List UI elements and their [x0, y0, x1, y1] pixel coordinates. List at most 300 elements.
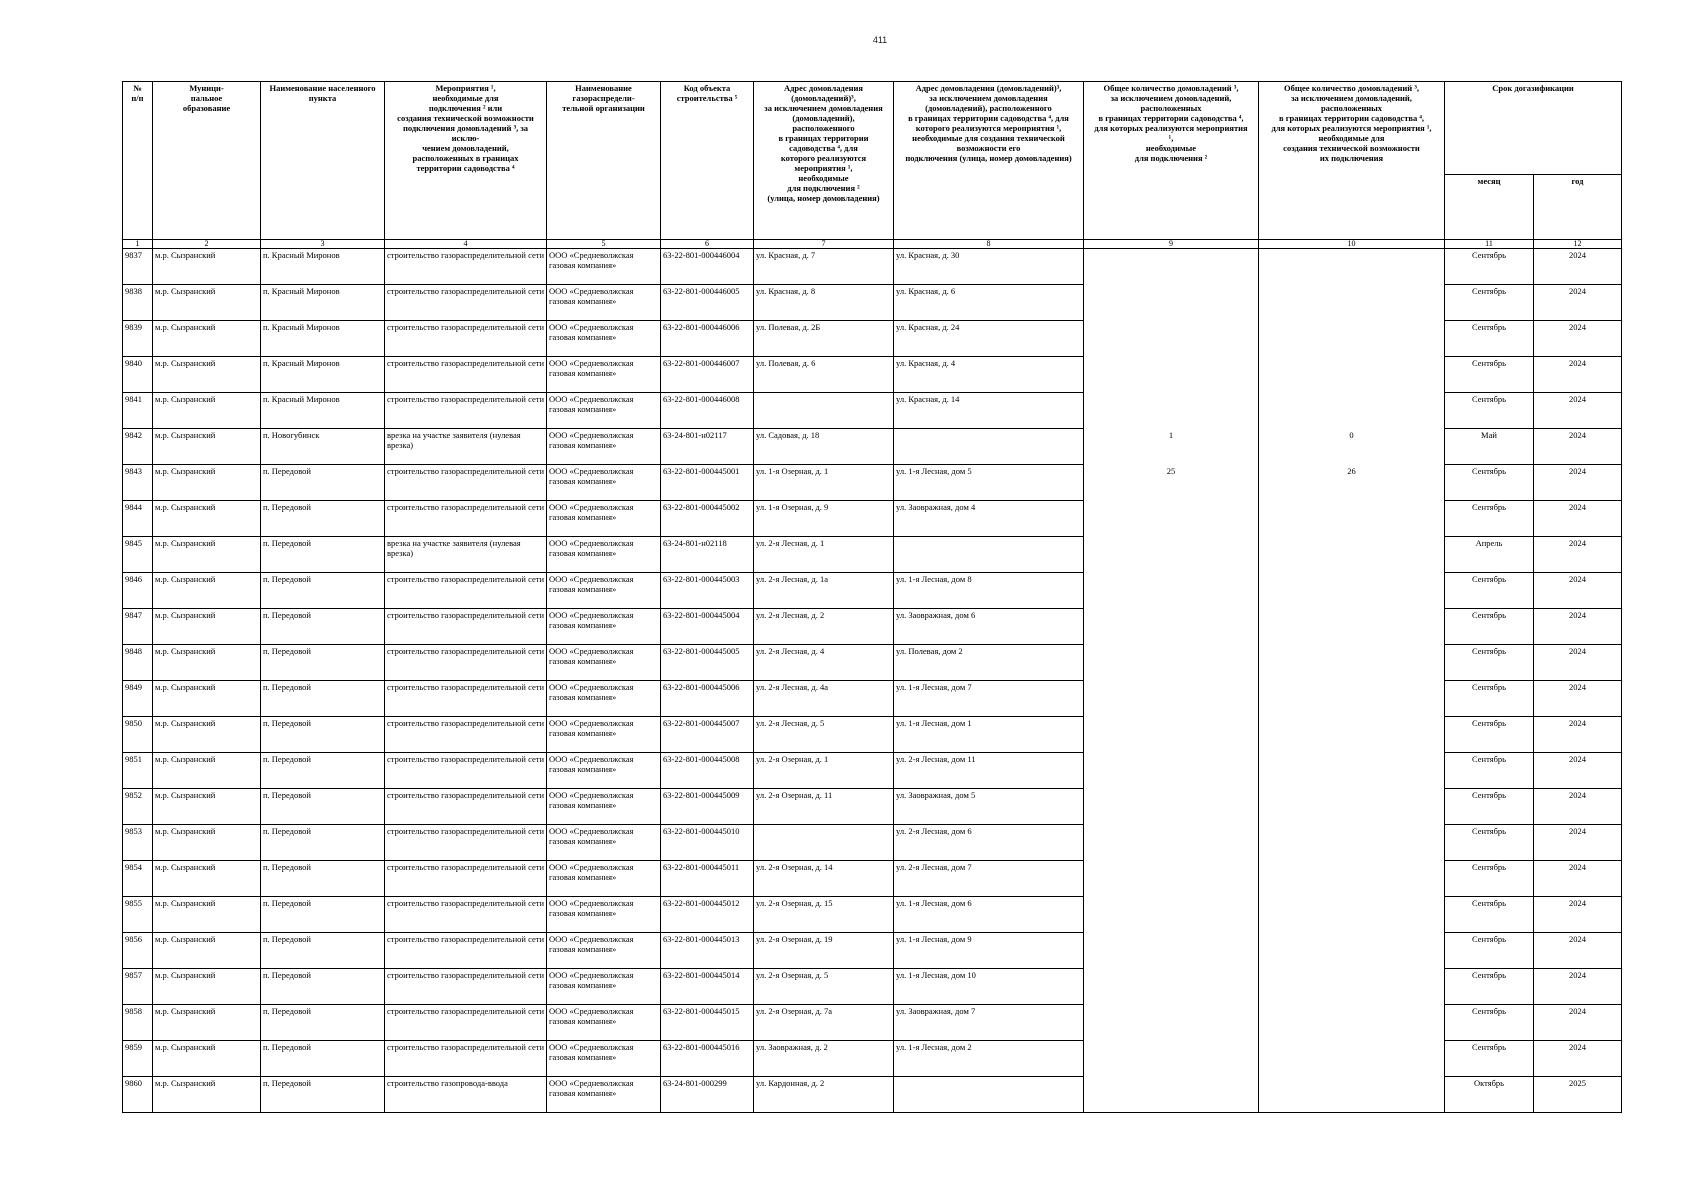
- connection-address-cell: ул. 2-я Озерная, д. 5: [754, 969, 894, 1005]
- organization-cell: ООО «Средневолжская газовая компания»: [547, 1041, 661, 1077]
- organization-cell: ООО «Средневолжская газовая компания»: [547, 429, 661, 465]
- year-cell: 2024: [1534, 681, 1622, 717]
- connection-address-cell: ул. 2-я Озерная, д. 19: [754, 933, 894, 969]
- connection-address-cell: ул. 2-я Озерная, д. 14: [754, 861, 894, 897]
- organization-cell: ООО «Средневолжская газовая компания»: [547, 465, 661, 501]
- municipality-cell: м.р. Сызранский: [153, 933, 261, 969]
- month-cell: Сентябрь: [1445, 969, 1534, 1005]
- activity-cell: строительство газораспределительной сети: [385, 285, 547, 321]
- technical-address-cell: ул. Красная, д. 6: [894, 285, 1084, 321]
- month-cell: Сентябрь: [1445, 645, 1534, 681]
- technical-count-cell: [1259, 717, 1445, 753]
- connection-count-cell: 1: [1084, 429, 1259, 465]
- connection-address-cell: ул. Красная, д. 8: [754, 285, 894, 321]
- municipality-cell: м.р. Сызранский: [153, 393, 261, 429]
- table-row: [123, 393, 1622, 429]
- technical-count-cell: [1259, 321, 1445, 357]
- year-cell: 2024: [1534, 357, 1622, 393]
- connection-count-cell: [1084, 609, 1259, 645]
- connection-count-cell: [1084, 573, 1259, 609]
- object-code-cell: 63-22-801-000445003: [661, 573, 754, 609]
- object-code-cell: 63-22-801-000445008: [661, 753, 754, 789]
- month-cell: Сентябрь: [1445, 825, 1534, 861]
- object-code-cell: 63-22-801-000445010: [661, 825, 754, 861]
- municipality-cell: м.р. Сызранский: [153, 501, 261, 537]
- activity-cell: строительство газораспределительной сети: [385, 1041, 547, 1077]
- technical-count-cell: [1259, 573, 1445, 609]
- year-cell: 2024: [1534, 573, 1622, 609]
- settlement-cell: п. Передовой: [261, 897, 385, 933]
- technical-count-cell: [1259, 789, 1445, 825]
- row-number: 9854: [123, 861, 153, 897]
- year-cell: 2024: [1534, 429, 1622, 465]
- table-row: [123, 321, 1622, 357]
- header-settlement: Наименование населенного пункта: [261, 82, 385, 240]
- table-row: [123, 681, 1622, 717]
- municipality-cell: м.р. Сызранский: [153, 645, 261, 681]
- activity-cell: строительство газораспределительной сети: [385, 321, 547, 357]
- object-code-cell: 63-22-801-000445001: [661, 465, 754, 501]
- municipality-cell: м.р. Сызранский: [153, 753, 261, 789]
- municipality-cell: м.р. Сызранский: [153, 861, 261, 897]
- organization-cell: ООО «Средневолжская газовая компания»: [547, 645, 661, 681]
- technical-address-cell: ул. 2-я Лесная, дом 7: [894, 861, 1084, 897]
- settlement-cell: п. Передовой: [261, 933, 385, 969]
- object-code-cell: 63-22-801-000445012: [661, 897, 754, 933]
- table-row: [123, 537, 1622, 573]
- table-row: [123, 501, 1622, 537]
- activity-cell: строительство газораспределительной сети: [385, 825, 547, 861]
- object-code-cell: 63-22-801-000445014: [661, 969, 754, 1005]
- object-code-cell: 63-22-801-000446004: [661, 249, 754, 285]
- month-cell: Апрель: [1445, 537, 1534, 573]
- header-count-connection: Общее количество домовладений ³, за исключением домовладений, расположенных в границах территории садоводства ⁴, для которых реализуются мероприятия ¹, необходимые для подключения ²: [1084, 82, 1259, 240]
- month-cell: Сентябрь: [1445, 357, 1534, 393]
- connection-address-cell: ул. 2-я Лесная, д. 4: [754, 645, 894, 681]
- month-cell: Сентябрь: [1445, 501, 1534, 537]
- technical-count-cell: [1259, 249, 1445, 285]
- technical-address-cell: ул. Красная, д. 14: [894, 393, 1084, 429]
- organization-cell: ООО «Средневолжская газовая компания»: [547, 609, 661, 645]
- year-cell: 2024: [1534, 897, 1622, 933]
- technical-count-cell: [1259, 897, 1445, 933]
- month-cell: Сентябрь: [1445, 717, 1534, 753]
- connection-address-cell: [754, 825, 894, 861]
- month-cell: Сентябрь: [1445, 861, 1534, 897]
- header-address-technical: Адрес домовладения (домовладений)³, за исключением домовладения (домовладений), расположенного в границах территории садоводства ⁴, для которого реализуются мероприятия ¹, необходимые для создания технической возможности его подключения (улица, номер домовладения): [894, 82, 1084, 240]
- activity-cell: строительство газораспределительной сети: [385, 861, 547, 897]
- technical-address-cell: ул. Заовражная, дом 5: [894, 789, 1084, 825]
- technical-count-cell: [1259, 933, 1445, 969]
- object-code-cell: 63-22-801-000445005: [661, 645, 754, 681]
- technical-count-cell: [1259, 285, 1445, 321]
- header-year: год: [1534, 175, 1622, 240]
- settlement-cell: п. Передовой: [261, 753, 385, 789]
- municipality-cell: м.р. Сызранский: [153, 717, 261, 753]
- object-code-cell: 63-22-801-000446008: [661, 393, 754, 429]
- settlement-cell: п. Красный Миронов: [261, 321, 385, 357]
- year-cell: 2024: [1534, 717, 1622, 753]
- settlement-cell: п. Передовой: [261, 645, 385, 681]
- row-number: 9837: [123, 249, 153, 285]
- month-cell: Сентябрь: [1445, 753, 1534, 789]
- year-cell: 2024: [1534, 861, 1622, 897]
- gasification-table: [122, 81, 1622, 1113]
- month-cell: Сентябрь: [1445, 573, 1534, 609]
- connection-count-cell: 25: [1084, 465, 1259, 501]
- municipality-cell: м.р. Сызранский: [153, 1041, 261, 1077]
- technical-address-cell: ул. Красная, д. 4: [894, 357, 1084, 393]
- connection-address-cell: ул. Кардонная, д. 2: [754, 1077, 894, 1113]
- column-number: 9: [1084, 240, 1259, 249]
- technical-count-cell: [1259, 1077, 1445, 1113]
- connection-address-cell: ул. 2-я Озерная, д. 11: [754, 789, 894, 825]
- year-cell: 2024: [1534, 285, 1622, 321]
- activity-cell: строительство газораспределительной сети: [385, 393, 547, 429]
- table-row: [123, 897, 1622, 933]
- object-code-cell: 63-22-801-000445016: [661, 1041, 754, 1077]
- month-cell: Сентябрь: [1445, 1005, 1534, 1041]
- municipality-cell: м.р. Сызранский: [153, 573, 261, 609]
- row-number: 9842: [123, 429, 153, 465]
- month-cell: Сентябрь: [1445, 933, 1534, 969]
- technical-count-cell: [1259, 969, 1445, 1005]
- organization-cell: ООО «Средневолжская газовая компания»: [547, 825, 661, 861]
- connection-address-cell: ул. 2-я Лесная, д. 1: [754, 537, 894, 573]
- connection-count-cell: [1084, 645, 1259, 681]
- settlement-cell: п. Красный Миронов: [261, 393, 385, 429]
- column-number: 3: [261, 240, 385, 249]
- activity-cell: строительство газораспределительной сети: [385, 465, 547, 501]
- column-number: 2: [153, 240, 261, 249]
- table-row: [123, 1077, 1622, 1113]
- header-activities: Мероприятия ¹, необходимые для подключения ² или создания технической возможности подключения домовладений ³, за исклю- чением домовладений, расположенных в границах территории садоводства ⁴: [385, 82, 547, 240]
- connection-count-cell: [1084, 537, 1259, 573]
- connection-count-cell: [1084, 717, 1259, 753]
- connection-address-cell: ул. Садовая, д. 18: [754, 429, 894, 465]
- organization-cell: ООО «Средневолжская газовая компания»: [547, 789, 661, 825]
- municipality-cell: м.р. Сызранский: [153, 465, 261, 501]
- object-code-cell: 63-22-801-000446005: [661, 285, 754, 321]
- year-cell: 2024: [1534, 609, 1622, 645]
- connection-address-cell: ул. Заовражная, д. 2: [754, 1041, 894, 1077]
- table-row: [123, 357, 1622, 393]
- activity-cell: врезка на участке заявителя (нулевая врезка): [385, 537, 547, 573]
- technical-count-cell: [1259, 861, 1445, 897]
- settlement-cell: п. Передовой: [261, 681, 385, 717]
- row-number: 9855: [123, 897, 153, 933]
- municipality-cell: м.р. Сызранский: [153, 285, 261, 321]
- table-row: [123, 789, 1622, 825]
- technical-address-cell: ул. Заовражная, дом 6: [894, 609, 1084, 645]
- settlement-cell: п. Красный Миронов: [261, 357, 385, 393]
- settlement-cell: п. Передовой: [261, 609, 385, 645]
- activity-cell: строительство газораспределительной сети: [385, 645, 547, 681]
- technical-count-cell: [1259, 753, 1445, 789]
- header-deadline: Срок догазификации: [1445, 82, 1622, 175]
- object-code-cell: 63-22-801-000445011: [661, 861, 754, 897]
- settlement-cell: п. Передовой: [261, 1077, 385, 1113]
- technical-count-cell: [1259, 1005, 1445, 1041]
- month-cell: Сентябрь: [1445, 465, 1534, 501]
- settlement-cell: п. Новогубинск: [261, 429, 385, 465]
- activity-cell: строительство газораспределительной сети: [385, 501, 547, 537]
- table-row: [123, 1005, 1622, 1041]
- technical-address-cell: ул. 1-я Лесная, дом 5: [894, 465, 1084, 501]
- settlement-cell: п. Красный Миронов: [261, 249, 385, 285]
- row-number: 9840: [123, 357, 153, 393]
- technical-address-cell: ул. 1-я Лесная, дом 1: [894, 717, 1084, 753]
- connection-count-cell: [1084, 897, 1259, 933]
- technical-address-cell: ул. Полевая, дом 2: [894, 645, 1084, 681]
- object-code-cell: 63-22-801-000445002: [661, 501, 754, 537]
- table-row: [123, 573, 1622, 609]
- connection-count-cell: [1084, 861, 1259, 897]
- municipality-cell: м.р. Сызранский: [153, 609, 261, 645]
- year-cell: 2024: [1534, 321, 1622, 357]
- activity-cell: строительство газораспределительной сети: [385, 897, 547, 933]
- activity-cell: строительство газораспределительной сети: [385, 249, 547, 285]
- year-cell: 2024: [1534, 789, 1622, 825]
- connection-count-cell: [1084, 753, 1259, 789]
- connection-address-cell: ул. Красная, д. 7: [754, 249, 894, 285]
- header-number: № п/п: [123, 82, 153, 240]
- connection-count-cell: [1084, 1077, 1259, 1113]
- table-row: [123, 609, 1622, 645]
- settlement-cell: п. Передовой: [261, 573, 385, 609]
- technical-address-cell: ул. 1-я Лесная, дом 8: [894, 573, 1084, 609]
- connection-address-cell: ул. Полевая, д. 6: [754, 357, 894, 393]
- month-cell: Сентябрь: [1445, 609, 1534, 645]
- row-number: 9860: [123, 1077, 153, 1113]
- month-cell: Сентябрь: [1445, 1041, 1534, 1077]
- settlement-cell: п. Передовой: [261, 537, 385, 573]
- row-number: 9853: [123, 825, 153, 861]
- table-row: [123, 969, 1622, 1005]
- activity-cell: строительство газораспределительной сети: [385, 969, 547, 1005]
- row-number: 9846: [123, 573, 153, 609]
- month-cell: Сентябрь: [1445, 897, 1534, 933]
- table-row: [123, 825, 1622, 861]
- connection-count-cell: [1084, 357, 1259, 393]
- municipality-cell: м.р. Сызранский: [153, 321, 261, 357]
- technical-address-cell: ул. 1-я Лесная, дом 10: [894, 969, 1084, 1005]
- technical-address-cell: ул. Красная, д. 30: [894, 249, 1084, 285]
- activity-cell: строительство газораспределительной сети: [385, 717, 547, 753]
- table-row: [123, 249, 1622, 285]
- municipality-cell: м.р. Сызранский: [153, 1005, 261, 1041]
- connection-count-cell: [1084, 249, 1259, 285]
- activity-cell: строительство газораспределительной сети: [385, 681, 547, 717]
- year-cell: 2024: [1534, 393, 1622, 429]
- column-number: 1: [123, 240, 153, 249]
- header-count-technical: Общее количество домовладений ³, за исключением домовладений, расположенных в границах территории садоводства ⁴, для которых реализуются мероприятия ¹, необходимые для создания технической возможности их подключения: [1259, 82, 1445, 240]
- column-number: 5: [547, 240, 661, 249]
- year-cell: 2024: [1534, 249, 1622, 285]
- technical-count-cell: [1259, 609, 1445, 645]
- activity-cell: строительство газораспределительной сети: [385, 1005, 547, 1041]
- year-cell: 2024: [1534, 501, 1622, 537]
- connection-count-cell: [1084, 969, 1259, 1005]
- connection-address-cell: ул. Полевая, д. 2Б: [754, 321, 894, 357]
- organization-cell: ООО «Средневолжская газовая компания»: [547, 681, 661, 717]
- table-row: [123, 429, 1622, 465]
- column-number: 10: [1259, 240, 1445, 249]
- connection-count-cell: [1084, 933, 1259, 969]
- month-cell: Сентябрь: [1445, 321, 1534, 357]
- object-code-cell: 63-22-801-000446006: [661, 321, 754, 357]
- column-number: 4: [385, 240, 547, 249]
- year-cell: 2024: [1534, 465, 1622, 501]
- technical-address-cell: ул. 1-я Лесная, дом 2: [894, 1041, 1084, 1077]
- connection-count-cell: [1084, 321, 1259, 357]
- month-cell: Сентябрь: [1445, 789, 1534, 825]
- settlement-cell: п. Передовой: [261, 501, 385, 537]
- year-cell: 2024: [1534, 969, 1622, 1005]
- technical-count-cell: [1259, 825, 1445, 861]
- activity-cell: строительство газораспределительной сети: [385, 753, 547, 789]
- technical-count-cell: [1259, 681, 1445, 717]
- technical-address-cell: ул. 1-я Лесная, дом 6: [894, 897, 1084, 933]
- row-number: 9858: [123, 1005, 153, 1041]
- object-code-cell: 63-22-801-000445004: [661, 609, 754, 645]
- technical-count-cell: 26: [1259, 465, 1445, 501]
- year-cell: 2024: [1534, 645, 1622, 681]
- header-municipality: Муници- пальное образование: [153, 82, 261, 240]
- organization-cell: ООО «Средневолжская газовая компания»: [547, 1077, 661, 1113]
- table-row: [123, 465, 1622, 501]
- month-cell: Сентябрь: [1445, 285, 1534, 321]
- technical-count-cell: 0: [1259, 429, 1445, 465]
- technical-address-cell: ул. 1-я Лесная, дом 7: [894, 681, 1084, 717]
- year-cell: 2024: [1534, 825, 1622, 861]
- row-number: 9851: [123, 753, 153, 789]
- organization-cell: ООО «Средневолжская газовая компания»: [547, 753, 661, 789]
- connection-count-cell: [1084, 825, 1259, 861]
- page-number: 411: [872, 35, 888, 45]
- year-cell: 2024: [1534, 753, 1622, 789]
- row-number: 9848: [123, 645, 153, 681]
- municipality-cell: м.р. Сызранский: [153, 897, 261, 933]
- technical-address-cell: [894, 537, 1084, 573]
- column-number: 6: [661, 240, 754, 249]
- connection-count-cell: [1084, 501, 1259, 537]
- object-code-cell: 63-22-801-000445007: [661, 717, 754, 753]
- month-cell: Май: [1445, 429, 1534, 465]
- municipality-cell: м.р. Сызранский: [153, 1077, 261, 1113]
- settlement-cell: п. Красный Миронов: [261, 285, 385, 321]
- organization-cell: ООО «Средневолжская газовая компания»: [547, 537, 661, 573]
- organization-cell: ООО «Средневолжская газовая компания»: [547, 573, 661, 609]
- column-number: 12: [1534, 240, 1622, 249]
- month-cell: Сентябрь: [1445, 681, 1534, 717]
- technical-count-cell: [1259, 501, 1445, 537]
- connection-address-cell: ул. 2-я Озерная, д. 7а: [754, 1005, 894, 1041]
- row-number: 9838: [123, 285, 153, 321]
- connection-address-cell: ул. 2-я Озерная, д. 15: [754, 897, 894, 933]
- municipality-cell: м.р. Сызранский: [153, 429, 261, 465]
- activity-cell: строительство газораспределительной сети: [385, 573, 547, 609]
- activity-cell: строительство газопровода-ввода: [385, 1077, 547, 1113]
- row-number: 9845: [123, 537, 153, 573]
- header-month: месяц: [1445, 175, 1534, 240]
- table-row: [123, 717, 1622, 753]
- row-number: 9841: [123, 393, 153, 429]
- activity-cell: строительство газораспределительной сети: [385, 357, 547, 393]
- municipality-cell: м.р. Сызранский: [153, 825, 261, 861]
- technical-count-cell: [1259, 357, 1445, 393]
- object-code-cell: 63-24-801-н02117: [661, 429, 754, 465]
- row-number: 9847: [123, 609, 153, 645]
- row-number: 9844: [123, 501, 153, 537]
- connection-address-cell: [754, 393, 894, 429]
- connection-count-cell: [1084, 1041, 1259, 1077]
- activity-cell: врезка на участке заявителя (нулевая врезка): [385, 429, 547, 465]
- table-row: [123, 645, 1622, 681]
- year-cell: 2025: [1534, 1077, 1622, 1113]
- row-number: 9859: [123, 1041, 153, 1077]
- table-row: [123, 1041, 1622, 1077]
- table-row: [123, 861, 1622, 897]
- settlement-cell: п. Передовой: [261, 861, 385, 897]
- connection-count-cell: [1084, 789, 1259, 825]
- row-number: 9839: [123, 321, 153, 357]
- connection-count-cell: [1084, 393, 1259, 429]
- settlement-cell: п. Передовой: [261, 1005, 385, 1041]
- municipality-cell: м.р. Сызранский: [153, 249, 261, 285]
- year-cell: 2024: [1534, 1041, 1622, 1077]
- organization-cell: ООО «Средневолжская газовая компания»: [547, 321, 661, 357]
- object-code-cell: 63-24-801-н02118: [661, 537, 754, 573]
- organization-cell: ООО «Средневолжская газовая компания»: [547, 969, 661, 1005]
- organization-cell: ООО «Средневолжская газовая компания»: [547, 897, 661, 933]
- organization-cell: ООО «Средневолжская газовая компания»: [547, 933, 661, 969]
- connection-address-cell: ул. 2-я Лесная, д. 2: [754, 609, 894, 645]
- technical-address-cell: ул. Заовражная, дом 7: [894, 1005, 1084, 1041]
- technical-address-cell: [894, 1077, 1084, 1113]
- settlement-cell: п. Передовой: [261, 789, 385, 825]
- row-number: 9849: [123, 681, 153, 717]
- column-number: 7: [754, 240, 894, 249]
- activity-cell: строительство газораспределительной сети: [385, 933, 547, 969]
- connection-count-cell: [1084, 1005, 1259, 1041]
- organization-cell: ООО «Средневолжская газовая компания»: [547, 501, 661, 537]
- row-number: 9843: [123, 465, 153, 501]
- technical-count-cell: [1259, 537, 1445, 573]
- technical-address-cell: ул. Заовражная, дом 4: [894, 501, 1084, 537]
- table-row: [123, 753, 1622, 789]
- object-code-cell: 63-22-801-000445015: [661, 1005, 754, 1041]
- technical-address-cell: ул. 2-я Лесная, дом 6: [894, 825, 1084, 861]
- technical-count-cell: [1259, 393, 1445, 429]
- organization-cell: ООО «Средневолжская газовая компания»: [547, 717, 661, 753]
- municipality-cell: м.р. Сызранский: [153, 537, 261, 573]
- technical-address-cell: ул. 1-я Лесная, дом 9: [894, 933, 1084, 969]
- connection-count-cell: [1084, 681, 1259, 717]
- month-cell: Сентябрь: [1445, 249, 1534, 285]
- object-code-cell: 63-22-801-000446007: [661, 357, 754, 393]
- table-row: [123, 285, 1622, 321]
- organization-cell: ООО «Средневолжская газовая компания»: [547, 1005, 661, 1041]
- connection-address-cell: ул. 2-я Лесная, д. 5: [754, 717, 894, 753]
- object-code-cell: 63-24-801-000299: [661, 1077, 754, 1113]
- technical-address-cell: ул. Красная, д. 24: [894, 321, 1084, 357]
- object-code-cell: 63-22-801-000445009: [661, 789, 754, 825]
- month-cell: Октябрь: [1445, 1077, 1534, 1113]
- technical-count-cell: [1259, 645, 1445, 681]
- connection-address-cell: ул. 2-я Лесная, д. 1а: [754, 573, 894, 609]
- municipality-cell: м.р. Сызранский: [153, 357, 261, 393]
